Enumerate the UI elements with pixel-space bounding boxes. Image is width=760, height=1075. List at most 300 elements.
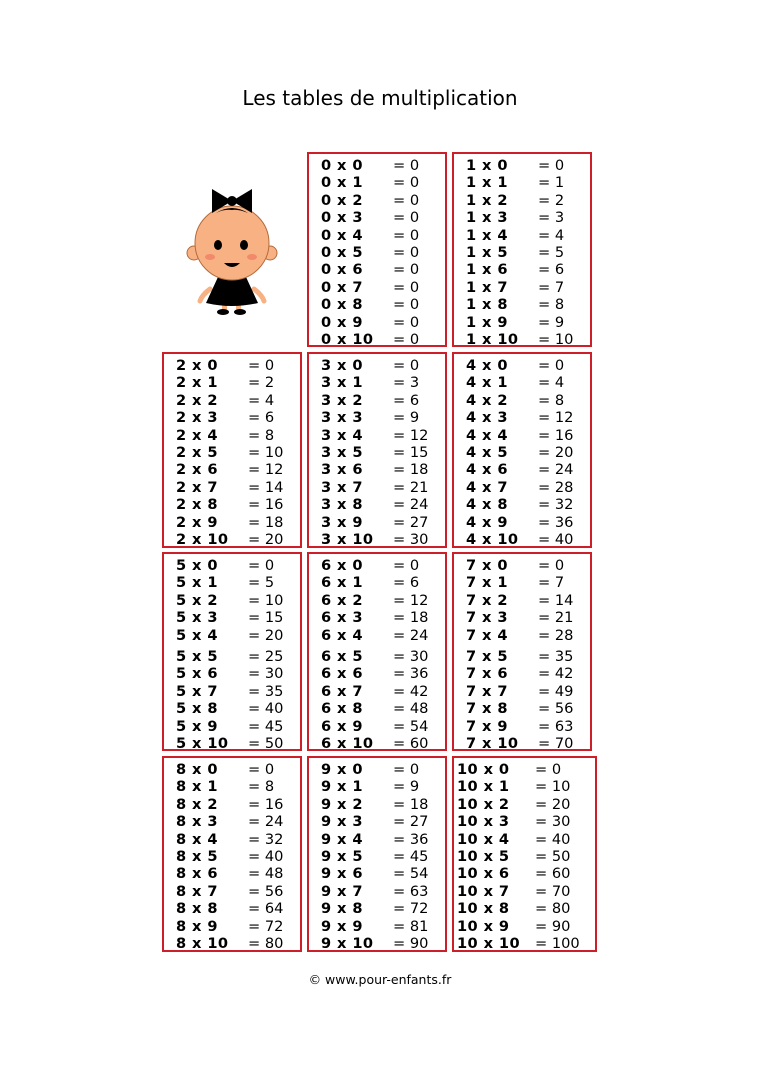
table-row	[309, 392, 445, 409]
multiplication-expression: 5 x 1	[176, 574, 218, 592]
table-row	[454, 718, 590, 735]
multiplication-expression: 3 x 0	[321, 357, 363, 374]
multiplication-result: = 4	[538, 374, 565, 392]
multiplication-result: = 54	[393, 717, 429, 735]
table-row	[164, 735, 300, 752]
multiplication-expression: 10 x 10	[457, 935, 520, 952]
multiplication-result: = 0	[393, 174, 420, 192]
multiplication-result: = 15	[248, 609, 284, 627]
table-9	[307, 756, 447, 952]
multiplication-result: = 50	[248, 735, 284, 752]
table-row	[164, 427, 300, 444]
table-row	[454, 209, 590, 226]
multiplication-expression: 6 x 10	[321, 735, 374, 752]
table-row	[164, 683, 300, 700]
multiplication-expression: 8 x 3	[176, 813, 218, 831]
multiplication-result: = 24	[538, 461, 574, 479]
multiplication-expression: 4 x 5	[466, 444, 508, 461]
multiplication-expression: 7 x 10	[466, 735, 519, 752]
multiplication-expression: 10 x 6	[457, 865, 510, 883]
multiplication-expression: 3 x 10	[321, 531, 374, 548]
multiplication-result: = 16	[248, 496, 284, 514]
multiplication-expression: 4 x 4	[466, 426, 508, 444]
multiplication-expression: 9 x 10	[321, 935, 374, 952]
multiplication-expression: 0 x 8	[321, 296, 363, 314]
table-row	[454, 444, 590, 461]
multiplication-result: = 64	[248, 900, 284, 918]
table-row	[309, 900, 445, 917]
table-row	[454, 900, 595, 917]
multiplication-expression: 9 x 8	[321, 900, 363, 918]
table-row	[309, 157, 445, 174]
multiplication-result: = 12	[393, 591, 429, 609]
table-row	[164, 900, 300, 917]
multiplication-expression: 6 x 6	[321, 665, 363, 683]
multiplication-expression: 4 x 0	[466, 357, 508, 374]
table-row	[309, 496, 445, 513]
table-row	[309, 557, 445, 574]
multiplication-result: = 35	[538, 648, 574, 665]
multiplication-expression: 2 x 0	[176, 357, 218, 374]
table-row	[454, 627, 590, 644]
table-row	[454, 918, 595, 935]
table-4	[452, 352, 592, 548]
multiplication-expression: 8 x 1	[176, 778, 218, 796]
multiplication-result: = 14	[538, 591, 574, 609]
table-row	[309, 935, 445, 952]
multiplication-result: = 25	[248, 648, 284, 665]
multiplication-result: = 0	[393, 226, 420, 244]
table-row	[164, 409, 300, 426]
multiplication-result: = 30	[393, 648, 429, 665]
multiplication-result: = 8	[248, 426, 275, 444]
table-row	[164, 778, 300, 795]
multiplication-result: = 20	[538, 444, 574, 461]
multiplication-result: = 72	[248, 917, 284, 935]
multiplication-result: = 45	[393, 848, 429, 865]
table-row	[164, 865, 300, 882]
multiplication-result: = 16	[248, 795, 284, 813]
multiplication-result: = 12	[393, 426, 429, 444]
multiplication-result: = 0	[393, 209, 420, 227]
multiplication-result: = 4	[538, 226, 565, 244]
table-row	[454, 296, 590, 313]
multiplication-result: = 14	[248, 478, 284, 496]
multiplication-result: = 7	[538, 278, 565, 296]
multiplication-result: = 60	[393, 735, 429, 752]
multiplication-expression: 8 x 10	[176, 935, 229, 952]
multiplication-expression: 2 x 7	[176, 478, 218, 496]
table-row	[164, 557, 300, 574]
multiplication-result: = 70	[535, 882, 571, 900]
table-row	[164, 627, 300, 644]
multiplication-expression: 10 x 5	[457, 848, 510, 865]
multiplication-expression: 5 x 0	[176, 557, 218, 574]
multiplication-expression: 7 x 7	[466, 682, 508, 700]
multiplication-result: = 0	[393, 761, 420, 778]
table-3	[307, 352, 447, 548]
multiplication-expression: 1 x 0	[466, 157, 508, 174]
multiplication-expression: 2 x 5	[176, 444, 218, 461]
multiplication-expression: 3 x 7	[321, 478, 363, 496]
multiplication-expression: 7 x 4	[466, 626, 508, 644]
table-row	[309, 479, 445, 496]
multiplication-expression: 0 x 1	[321, 174, 363, 192]
multiplication-expression: 9 x 7	[321, 882, 363, 900]
multiplication-result: = 18	[393, 795, 429, 813]
multiplication-result: = 50	[535, 848, 571, 865]
table-row	[309, 761, 445, 778]
table-row	[454, 935, 595, 952]
multiplication-result: = 18	[393, 609, 429, 627]
multiplication-expression: 10 x 0	[457, 761, 510, 778]
multiplication-expression: 4 x 10	[466, 531, 519, 548]
table-row	[309, 592, 445, 609]
multiplication-expression: 2 x 2	[176, 391, 218, 409]
multiplication-result: = 0	[535, 761, 562, 778]
table-row	[454, 700, 590, 717]
multiplication-expression: 6 x 1	[321, 574, 363, 592]
multiplication-expression: 5 x 9	[176, 717, 218, 735]
multiplication-expression: 4 x 9	[466, 513, 508, 531]
table-row	[164, 665, 300, 682]
multiplication-expression: 1 x 1	[466, 174, 508, 192]
multiplication-result: = 21	[393, 478, 429, 496]
multiplication-result: = 40	[538, 531, 574, 548]
multiplication-expression: 8 x 8	[176, 900, 218, 918]
multiplication-result: = 36	[538, 513, 574, 531]
table-row	[164, 700, 300, 717]
table-row	[454, 735, 590, 752]
multiplication-expression: 2 x 1	[176, 374, 218, 392]
multiplication-result: = 10	[248, 591, 284, 609]
multiplication-expression: 9 x 2	[321, 795, 363, 813]
multiplication-result: = 49	[538, 682, 574, 700]
table-row	[164, 574, 300, 591]
multiplication-expression: 3 x 4	[321, 426, 363, 444]
multiplication-expression: 8 x 4	[176, 830, 218, 848]
table-row	[454, 227, 590, 244]
table-row	[164, 918, 300, 935]
multiplication-expression: 5 x 6	[176, 665, 218, 683]
multiplication-result: = 48	[393, 700, 429, 718]
multiplication-result: = 0	[393, 296, 420, 314]
multiplication-expression: 4 x 1	[466, 374, 508, 392]
multiplication-result: = 0	[393, 244, 420, 261]
multiplication-expression: 7 x 5	[466, 648, 508, 665]
multiplication-result: = 6	[393, 391, 420, 409]
table-row	[309, 427, 445, 444]
multiplication-result: = 0	[538, 557, 565, 574]
multiplication-result: = 7	[538, 574, 565, 592]
table-row	[164, 374, 300, 391]
multiplication-result: = 3	[393, 374, 420, 392]
table-row	[309, 796, 445, 813]
table-row	[309, 918, 445, 935]
multiplication-result: = 8	[538, 296, 565, 314]
multiplication-expression: 9 x 3	[321, 813, 363, 831]
table-row	[454, 244, 590, 261]
multiplication-expression: 6 x 4	[321, 626, 363, 644]
multiplication-expression: 1 x 5	[466, 244, 508, 261]
table-row	[309, 461, 445, 478]
multiplication-result: = 0	[393, 261, 420, 279]
multiplication-expression: 9 x 0	[321, 761, 363, 778]
multiplication-expression: 8 x 2	[176, 795, 218, 813]
multiplication-result: = 0	[393, 191, 420, 209]
table-row	[164, 514, 300, 531]
multiplication-result: = 70	[538, 735, 574, 752]
table-row	[454, 648, 590, 665]
multiplication-result: = 56	[538, 700, 574, 718]
multiplication-expression: 6 x 0	[321, 557, 363, 574]
multiplication-expression: 9 x 9	[321, 917, 363, 935]
multiplication-expression: 7 x 9	[466, 717, 508, 735]
table-row	[309, 700, 445, 717]
multiplication-expression: 1 x 7	[466, 278, 508, 296]
table-row	[454, 427, 590, 444]
multiplication-result: = 60	[535, 865, 571, 883]
table-row	[309, 648, 445, 665]
table-row	[454, 374, 590, 391]
table-row	[454, 479, 590, 496]
multiplication-expression: 1 x 4	[466, 226, 508, 244]
multiplication-expression: 10 x 1	[457, 778, 510, 796]
multiplication-result: = 8	[248, 778, 275, 796]
multiplication-expression: 4 x 8	[466, 496, 508, 514]
table-row	[454, 778, 595, 795]
table-row	[454, 409, 590, 426]
multiplication-expression: 9 x 6	[321, 865, 363, 883]
multiplication-result: = 56	[248, 882, 284, 900]
multiplication-result: = 15	[393, 444, 429, 461]
multiplication-expression: 3 x 6	[321, 461, 363, 479]
multiplication-expression: 2 x 8	[176, 496, 218, 514]
table-10	[452, 756, 597, 952]
table-row	[164, 461, 300, 478]
multiplication-result: = 30	[535, 813, 571, 831]
table-row	[164, 813, 300, 830]
multiplication-expression: 2 x 9	[176, 513, 218, 531]
table-8	[162, 756, 302, 952]
multiplication-result: = 63	[538, 717, 574, 735]
multiplication-result: = 20	[248, 626, 284, 644]
multiplication-expression: 6 x 2	[321, 591, 363, 609]
table-7	[452, 552, 592, 751]
table-row	[309, 227, 445, 244]
multiplication-result: = 6	[248, 409, 275, 427]
table-row	[454, 592, 590, 609]
multiplication-result: = 54	[393, 865, 429, 883]
multiplication-expression: 6 x 9	[321, 717, 363, 735]
table-row	[454, 883, 595, 900]
multiplication-result: = 90	[535, 917, 571, 935]
multiplication-result: = 9	[393, 778, 420, 796]
table-row	[164, 496, 300, 513]
multiplication-expression: 7 x 0	[466, 557, 508, 574]
multiplication-result: = 40	[248, 848, 284, 865]
multiplication-result: = 12	[248, 461, 284, 479]
table-row	[454, 609, 590, 626]
multiplication-expression: 9 x 5	[321, 848, 363, 865]
multiplication-result: = 0	[248, 761, 275, 778]
multiplication-expression: 0 x 2	[321, 191, 363, 209]
multiplication-expression: 5 x 7	[176, 682, 218, 700]
multiplication-expression: 4 x 6	[466, 461, 508, 479]
multiplication-result: = 3	[538, 209, 565, 227]
table-row	[454, 461, 590, 478]
multiplication-expression: 4 x 7	[466, 478, 508, 496]
multiplication-result: = 24	[393, 496, 429, 514]
multiplication-expression: 3 x 1	[321, 374, 363, 392]
table-row	[454, 357, 590, 374]
table-row	[164, 796, 300, 813]
multiplication-result: = 40	[535, 830, 571, 848]
multiplication-expression: 8 x 0	[176, 761, 218, 778]
multiplication-expression: 3 x 8	[321, 496, 363, 514]
table-row	[309, 296, 445, 313]
multiplication-expression: 7 x 3	[466, 609, 508, 627]
table-row	[164, 883, 300, 900]
multiplication-expression: 0 x 3	[321, 209, 363, 227]
table-row	[454, 796, 595, 813]
multiplication-result: = 16	[538, 426, 574, 444]
multiplication-expression: 5 x 10	[176, 735, 229, 752]
table-row	[309, 813, 445, 830]
multiplication-expression: 1 x 8	[466, 296, 508, 314]
multiplication-expression: 0 x 7	[321, 278, 363, 296]
table-row	[309, 279, 445, 296]
multiplication-result: = 30	[393, 531, 429, 548]
multiplication-expression: 3 x 9	[321, 513, 363, 531]
multiplication-result: = 80	[535, 900, 571, 918]
table-row	[309, 261, 445, 278]
multiplication-expression: 0 x 10	[321, 331, 374, 348]
multiplication-result: = 2	[538, 191, 565, 209]
multiplication-result: = 4	[248, 391, 275, 409]
table-row	[454, 392, 590, 409]
table-row	[309, 778, 445, 795]
table-row	[309, 244, 445, 261]
multiplication-expression: 0 x 9	[321, 313, 363, 331]
multiplication-result: = 5	[538, 244, 565, 261]
multiplication-expression: 7 x 2	[466, 591, 508, 609]
table-row	[164, 718, 300, 735]
multiplication-result: = 0	[393, 557, 420, 574]
multiplication-result: = 0	[248, 557, 275, 574]
table-row	[454, 865, 595, 882]
table-row	[164, 848, 300, 865]
multiplication-expression: 0 x 0	[321, 157, 363, 174]
table-row	[454, 192, 590, 209]
table-row	[454, 174, 590, 191]
multiplication-result: = 42	[393, 682, 429, 700]
multiplication-expression: 0 x 4	[321, 226, 363, 244]
multiplication-expression: 2 x 4	[176, 426, 218, 444]
multiplication-expression: 1 x 3	[466, 209, 508, 227]
multiplication-expression: 7 x 6	[466, 665, 508, 683]
table-row	[309, 409, 445, 426]
table-row	[309, 444, 445, 461]
multiplication-result: = 21	[538, 609, 574, 627]
multiplication-expression: 6 x 8	[321, 700, 363, 718]
multiplication-result: = 0	[393, 313, 420, 331]
multiplication-result: = 10	[538, 331, 574, 348]
footer-copyright: © www.pour-enfants.fr	[308, 972, 452, 987]
table-row	[454, 157, 590, 174]
table-row	[309, 209, 445, 226]
table-row	[309, 735, 445, 752]
multiplication-result: = 0	[248, 357, 275, 374]
page-title: Les tables de multiplication	[242, 86, 518, 110]
multiplication-result: = 72	[393, 900, 429, 918]
multiplication-result: = 10	[248, 444, 284, 461]
table-row	[164, 444, 300, 461]
multiplication-expression: 10 x 7	[457, 882, 510, 900]
multiplication-result: = 0	[393, 157, 420, 174]
multiplication-result: = 35	[248, 682, 284, 700]
multiplication-expression: 6 x 7	[321, 682, 363, 700]
multiplication-result: = 24	[393, 626, 429, 644]
table-row	[309, 665, 445, 682]
multiplication-result: = 6	[538, 261, 565, 279]
multiplication-result: = 0	[538, 357, 565, 374]
multiplication-expression: 1 x 9	[466, 313, 508, 331]
table-1	[452, 152, 592, 347]
table-row	[164, 761, 300, 778]
table-row	[309, 848, 445, 865]
multiplication-result: = 24	[248, 813, 284, 831]
multiplication-result: = 28	[538, 478, 574, 496]
multiplication-result: = 5	[248, 574, 275, 592]
multiplication-result: = 18	[248, 513, 284, 531]
multiplication-expression: 9 x 4	[321, 830, 363, 848]
multiplication-expression: 6 x 3	[321, 609, 363, 627]
multiplication-result: = 36	[393, 665, 429, 683]
multiplication-expression: 4 x 2	[466, 391, 508, 409]
multiplication-expression: 0 x 5	[321, 244, 363, 261]
multiplication-result: = 30	[248, 665, 284, 683]
multiplication-result: = 48	[248, 865, 284, 883]
multiplication-expression: 8 x 5	[176, 848, 218, 865]
multiplication-expression: 5 x 5	[176, 648, 218, 665]
table-row	[164, 609, 300, 626]
multiplication-result: = 0	[538, 157, 565, 174]
multiplication-result: = 45	[248, 717, 284, 735]
table-6	[307, 552, 447, 751]
multiplication-result: = 6	[393, 574, 420, 592]
multiplication-result: = 1	[538, 174, 565, 192]
multiplication-result: = 9	[393, 409, 420, 427]
table-row	[164, 357, 300, 374]
table-row	[309, 514, 445, 531]
multiplication-expression: 2 x 6	[176, 461, 218, 479]
table-row	[454, 831, 595, 848]
multiplication-expression: 1 x 10	[466, 331, 519, 348]
table-row	[454, 279, 590, 296]
multiplication-result: = 12	[538, 409, 574, 427]
table-2	[162, 352, 302, 548]
multiplication-result: = 0	[393, 357, 420, 374]
multiplication-result: = 32	[538, 496, 574, 514]
multiplication-expression: 1 x 6	[466, 261, 508, 279]
multiplication-result: = 20	[248, 531, 284, 548]
table-row	[309, 718, 445, 735]
table-row	[309, 331, 445, 348]
table-row	[309, 531, 445, 548]
table-row	[309, 192, 445, 209]
table-row	[309, 627, 445, 644]
